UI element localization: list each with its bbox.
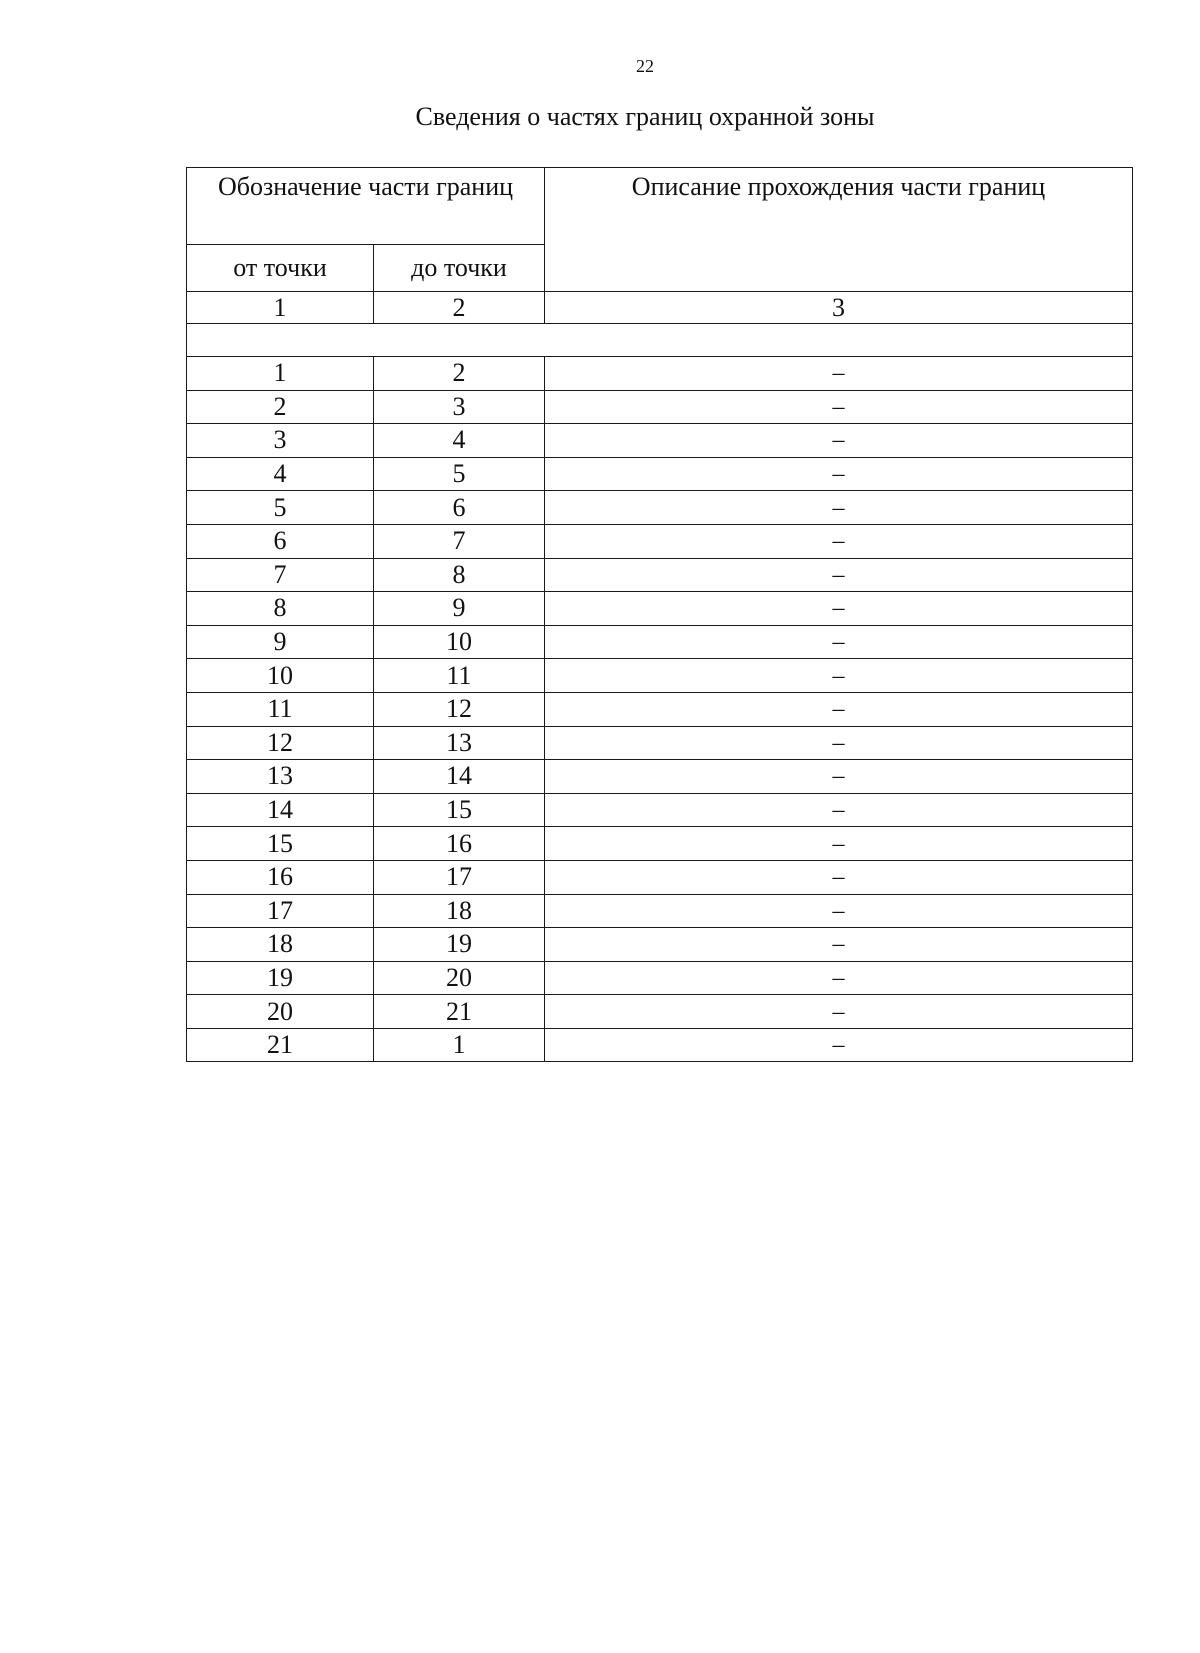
table-row bbox=[187, 894, 1133, 928]
description-cell: – bbox=[545, 625, 1133, 659]
table-row bbox=[187, 793, 1133, 827]
description-cell: – bbox=[545, 961, 1133, 995]
table-row bbox=[187, 625, 1133, 659]
table-row bbox=[187, 726, 1133, 760]
to-point-cell: 4 bbox=[374, 424, 545, 458]
from-point-cell: 14 bbox=[187, 793, 374, 827]
description-cell: – bbox=[545, 592, 1133, 626]
from-point-cell: 16 bbox=[187, 860, 374, 894]
to-point-cell: 1 bbox=[374, 1028, 545, 1062]
table-row bbox=[187, 760, 1133, 794]
table-row bbox=[187, 524, 1133, 558]
from-point-cell: 18 bbox=[187, 928, 374, 962]
to-point-cell: 12 bbox=[374, 692, 545, 726]
description-cell: – bbox=[545, 357, 1133, 391]
group-header: Обозначение части границ bbox=[187, 168, 545, 245]
table-row bbox=[187, 457, 1133, 491]
page-number: 22 bbox=[636, 56, 654, 76]
to-point-cell: 9 bbox=[374, 592, 545, 626]
description-header: Описание прохождения части границ bbox=[545, 168, 1133, 292]
description-cell: – bbox=[545, 726, 1133, 760]
to-point-header: до точки bbox=[374, 245, 545, 292]
from-point-cell: 20 bbox=[187, 995, 374, 1029]
description-cell: – bbox=[545, 928, 1133, 962]
table-header-row bbox=[187, 168, 1133, 245]
to-point-cell: 3 bbox=[374, 390, 545, 424]
from-point-cell: 6 bbox=[187, 524, 374, 558]
column-number: 2 bbox=[374, 292, 545, 324]
description-cell: – bbox=[545, 457, 1133, 491]
table-row bbox=[187, 659, 1133, 693]
description-cell: – bbox=[545, 558, 1133, 592]
to-point-cell: 16 bbox=[374, 827, 545, 861]
description-cell: – bbox=[545, 827, 1133, 861]
from-point-cell: 5 bbox=[187, 491, 374, 525]
to-point-cell: 21 bbox=[374, 995, 545, 1029]
description-cell: – bbox=[545, 760, 1133, 794]
description-cell: – bbox=[545, 390, 1133, 424]
table-row bbox=[187, 1028, 1133, 1062]
table-row bbox=[187, 592, 1133, 626]
to-point-cell: 17 bbox=[374, 860, 545, 894]
description-cell: – bbox=[545, 692, 1133, 726]
description-cell: – bbox=[545, 424, 1133, 458]
from-point-cell: 8 bbox=[187, 592, 374, 626]
table-row bbox=[187, 424, 1133, 458]
from-point-cell: 3 bbox=[187, 424, 374, 458]
column-number: 1 bbox=[187, 292, 374, 324]
boundary-parts-table bbox=[186, 167, 1133, 1062]
to-point-cell: 14 bbox=[374, 760, 545, 794]
to-point-cell: 7 bbox=[374, 524, 545, 558]
table-row bbox=[187, 692, 1133, 726]
table-row bbox=[187, 928, 1133, 962]
from-point-cell: 15 bbox=[187, 827, 374, 861]
to-point-cell: 5 bbox=[374, 457, 545, 491]
description-cell: – bbox=[545, 491, 1133, 525]
table-row bbox=[187, 961, 1133, 995]
table-row bbox=[187, 995, 1133, 1029]
to-point-cell: 8 bbox=[374, 558, 545, 592]
column-number-row bbox=[187, 292, 1133, 324]
description-cell: – bbox=[545, 894, 1133, 928]
column-number: 3 bbox=[545, 292, 1133, 324]
from-point-cell: 17 bbox=[187, 894, 374, 928]
from-point-header: от точки bbox=[187, 245, 374, 292]
to-point-cell: 20 bbox=[374, 961, 545, 995]
from-point-cell: 4 bbox=[187, 457, 374, 491]
empty-section-cell bbox=[187, 324, 1133, 357]
to-point-cell: 13 bbox=[374, 726, 545, 760]
from-point-cell: 2 bbox=[187, 390, 374, 424]
from-point-cell: 9 bbox=[187, 625, 374, 659]
to-point-cell: 10 bbox=[374, 625, 545, 659]
to-point-cell: 2 bbox=[374, 357, 545, 391]
from-point-cell: 12 bbox=[187, 726, 374, 760]
from-point-cell: 11 bbox=[187, 692, 374, 726]
from-point-cell: 7 bbox=[187, 558, 374, 592]
table-row bbox=[187, 390, 1133, 424]
from-point-cell: 13 bbox=[187, 760, 374, 794]
table-row bbox=[187, 827, 1133, 861]
document-title: Сведения о частях границ охранной зоны bbox=[415, 102, 875, 131]
from-point-cell: 21 bbox=[187, 1028, 374, 1062]
to-point-cell: 15 bbox=[374, 793, 545, 827]
description-cell: – bbox=[545, 860, 1133, 894]
table-row bbox=[187, 860, 1133, 894]
table-row bbox=[187, 558, 1133, 592]
from-point-cell: 19 bbox=[187, 961, 374, 995]
from-point-cell: 1 bbox=[187, 357, 374, 391]
description-cell: – bbox=[545, 793, 1133, 827]
description-cell: – bbox=[545, 659, 1133, 693]
to-point-cell: 6 bbox=[374, 491, 545, 525]
to-point-cell: 18 bbox=[374, 894, 545, 928]
description-cell: – bbox=[545, 1028, 1133, 1062]
empty-section-row bbox=[187, 324, 1133, 357]
to-point-cell: 19 bbox=[374, 928, 545, 962]
from-point-cell: 10 bbox=[187, 659, 374, 693]
table-row bbox=[187, 491, 1133, 525]
description-cell: – bbox=[545, 995, 1133, 1029]
to-point-cell: 11 bbox=[374, 659, 545, 693]
table-row bbox=[187, 357, 1133, 391]
description-cell: – bbox=[545, 524, 1133, 558]
